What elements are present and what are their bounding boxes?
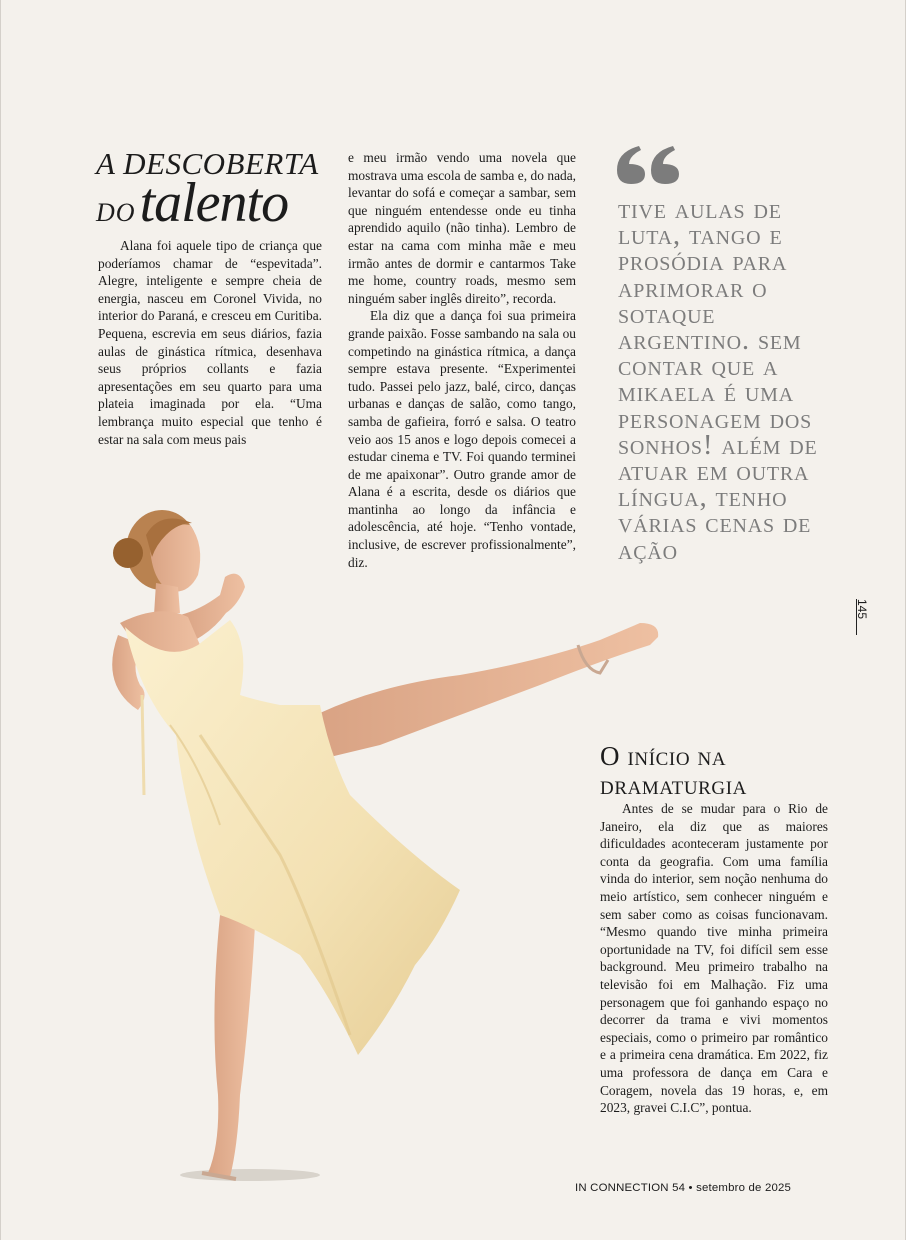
- body-column-2: [348, 149, 576, 571]
- body-column-3: [600, 800, 828, 1117]
- body-paragraph: e meu irmão vendo uma novela que mostrava uma escola de samba e, do nada, levantar do sofá e começar a sambar, sem que ninguém entendesse onde eu tinha aprendido aquilo (não tinha). Lembro de estar na cama com minha mãe e meu irmão antes de dormir e cantarmos Take me home, country roads, mesmo sem ninguém saber inglês direito”, recorda.: [348, 150, 576, 306]
- title-line-2: [96, 172, 336, 242]
- page-edge-left: [0, 0, 1, 1240]
- section-title-inicio: [600, 742, 840, 800]
- body-column-1: [98, 237, 322, 448]
- body-paragraph: Ela diz que a dança foi sua primeira grande paixão. Fosse sambando na sala ou competindo na ginástica rítmica, a dança sempre estava presente. “Experimentei tudo. Passei pelo jazz, balé, circo, danças urbanas e danças de salão, como tango, samba de gafieira, forró e salsa. O teatro veio aos 15 anos e logo depois comecei a estudar cinema e TV. Foi quando terminei de me apaixonar”. Outro grande amor de Alana é a escrita, desde os diários que mantinha ao longo da infância e adolescência, até hoje. “Tenho vontade, inclusive, de escrever profissionalmente”, diz.: [348, 308, 576, 570]
- dancer-photo: [80, 495, 670, 1195]
- body-paragraph: Alana foi aquele tipo de criança que poderíamos chamar de “espevitada”. Alegre, inteligente e sempre cheia de energia, nasceu em Coronel Vivida, no interior do Paraná, e cresceu em Curitiba. Pequena, escrevia em seus diários, fazia aulas de ginástica rítmica, desenhava seus próprios collants e fazia apresentações em seu quarto para uma plateia imaginada por ela. “Uma lembrança muito especial que tenho é estar na sala com meus pais: [98, 238, 322, 447]
- page-number: [856, 599, 869, 635]
- quote-icon: [617, 146, 681, 186]
- title-talento: talento: [139, 172, 289, 234]
- section-title-descoberta: [96, 146, 336, 242]
- body-paragraph: Antes de se mudar para o Rio de Janeiro, ela diz que as maiores dificuldades aconteceram justamente por conta da geografia. Com uma família vinda do interior, sem noção nenhuma do meio artístico, sem conhecer ninguém e sem saber como as coisas funcionavam. “Mesmo quando tive minha primeira oportunidade na TV, foi difícil sem esse background. Meu primeiro trabalho na televisão foi em Malhação. Fiz uma personagem que foi ganhando espaço no decorrer da trama e vivi momentos especiais, como o primeiro par romântico e a primeira cena dramática. Em 2022, fiz uma professora de dança em Cara e Coragem, novela das 19 horas, e, em 2023, gravei C.I.C”, pontua.: [600, 801, 828, 1116]
- page-number-text: 145: [855, 599, 869, 620]
- subhead-line-2: dramaturgia: [600, 770, 747, 800]
- subhead-line-1: O início na: [600, 741, 727, 771]
- footer-credit: IN CONNECTION 54 • setembro de 2025: [575, 1182, 792, 1194]
- title-line-1: A DESCOBERTA: [96, 146, 319, 181]
- title-do: DO: [96, 198, 136, 227]
- pull-quote: tive aulas de luta, tango e prosódia para aprimorar o sotaque argentino. sem contar que a mikaela é uma personagem dos sonhos! além de atuar em outra língua, tenho várias cenas de ação: [618, 193, 818, 566]
